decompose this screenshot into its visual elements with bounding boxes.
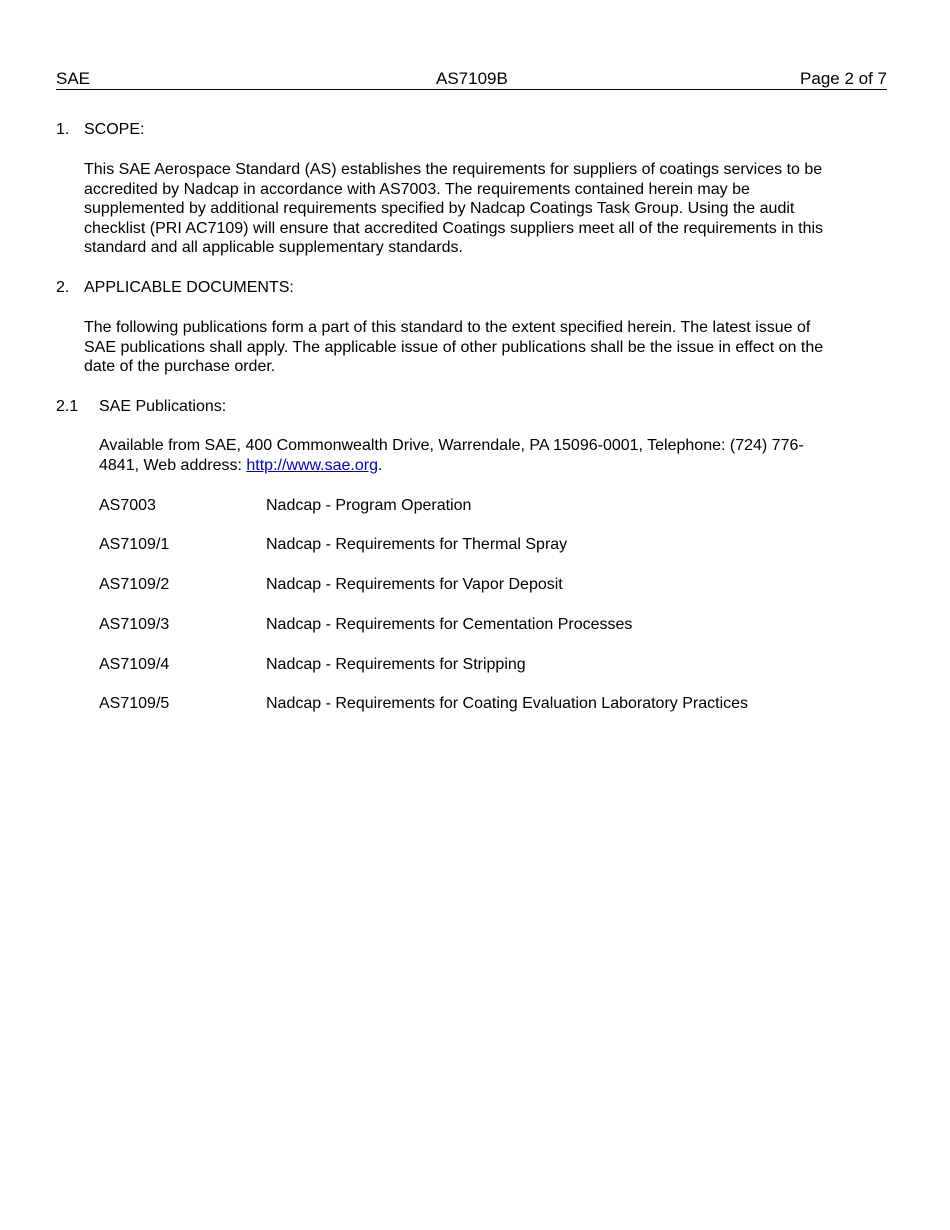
paragraph-line: The following publications form a part of this standard to the extent specified herein. The latest issue of (84, 319, 811, 336)
section-2-number: 2. (56, 279, 70, 296)
document-id: AS7109/4 (99, 656, 170, 673)
document-id: AS7109/1 (99, 536, 170, 553)
document-list-item (99, 694, 889, 714)
paragraph-line: Available from SAE, 400 Commonwealth Drive, Warrendale, PA 15096-0001, Telephone: (724) 776- (99, 437, 804, 454)
section-2-title: APPLICABLE DOCUMENTS: (84, 279, 294, 296)
paragraph-line: standard and all applicable supplementary standards. (84, 239, 463, 257)
document-title: Nadcap - Requirements for Thermal Spray (266, 536, 568, 553)
document-list-item (99, 615, 889, 635)
sae-website-link[interactable]: http://www.sae.org (246, 456, 378, 474)
paragraph-line: supplemented by additional requirements specified by Nadcap Coatings Task Group. Using the audit (84, 200, 795, 218)
period: . (377, 456, 383, 474)
document-title: Nadcap - Requirements for Stripping (266, 656, 526, 673)
document-list-item (99, 535, 889, 555)
section-1-number: 1. (56, 121, 70, 138)
document-list-item (99, 496, 889, 516)
header-organization: SAE (56, 69, 91, 88)
document-title: Nadcap - Program Operation (266, 497, 472, 514)
document-title: Nadcap - Requirements for Cementation Processes (266, 616, 633, 633)
document-title: Nadcap - Requirements for Coating Evaluation Laboratory Practices (266, 695, 749, 712)
document-list-item (99, 655, 889, 675)
header-page-number: Page 2 of 7 (800, 69, 887, 88)
document-id: AS7109/5 (99, 695, 170, 712)
paragraph-line: accredited by Nadcap in accordance with AS7003. The requirements contained herein may be (84, 180, 750, 198)
section-2-paragraph (84, 318, 889, 377)
section-2-1-paragraph (99, 436, 889, 475)
paragraph-line: This SAE Aerospace Standard (AS) establishes the requirements for suppliers of coatings services to be (84, 161, 823, 178)
document-id: AS7109/2 (99, 576, 170, 593)
web-address-label: 4841, Web address: (99, 456, 247, 474)
section-2-1-number: 2.1 (56, 398, 79, 415)
page-header (56, 69, 887, 90)
section-1-title: SCOPE: (84, 121, 145, 138)
section-2-1-title: SAE Publications: (99, 398, 227, 415)
header-document-number: AS7109B (436, 69, 508, 88)
paragraph-line: checklist (PRI AC7109) will ensure that accredited Coatings suppliers meet all of the requirements in this (84, 219, 824, 237)
paragraph-line: date of the purchase order. (84, 358, 276, 376)
document-title: Nadcap - Requirements for Vapor Deposit (266, 576, 563, 593)
document-id: AS7003 (99, 497, 156, 514)
paragraph-line: SAE publications shall apply. The applicable issue of other publications shall be the issue in effect on the (84, 338, 824, 356)
document-id: AS7109/3 (99, 616, 170, 633)
section-1-paragraph (84, 160, 889, 258)
document-list-item (99, 575, 889, 595)
paragraph-line (99, 456, 889, 476)
